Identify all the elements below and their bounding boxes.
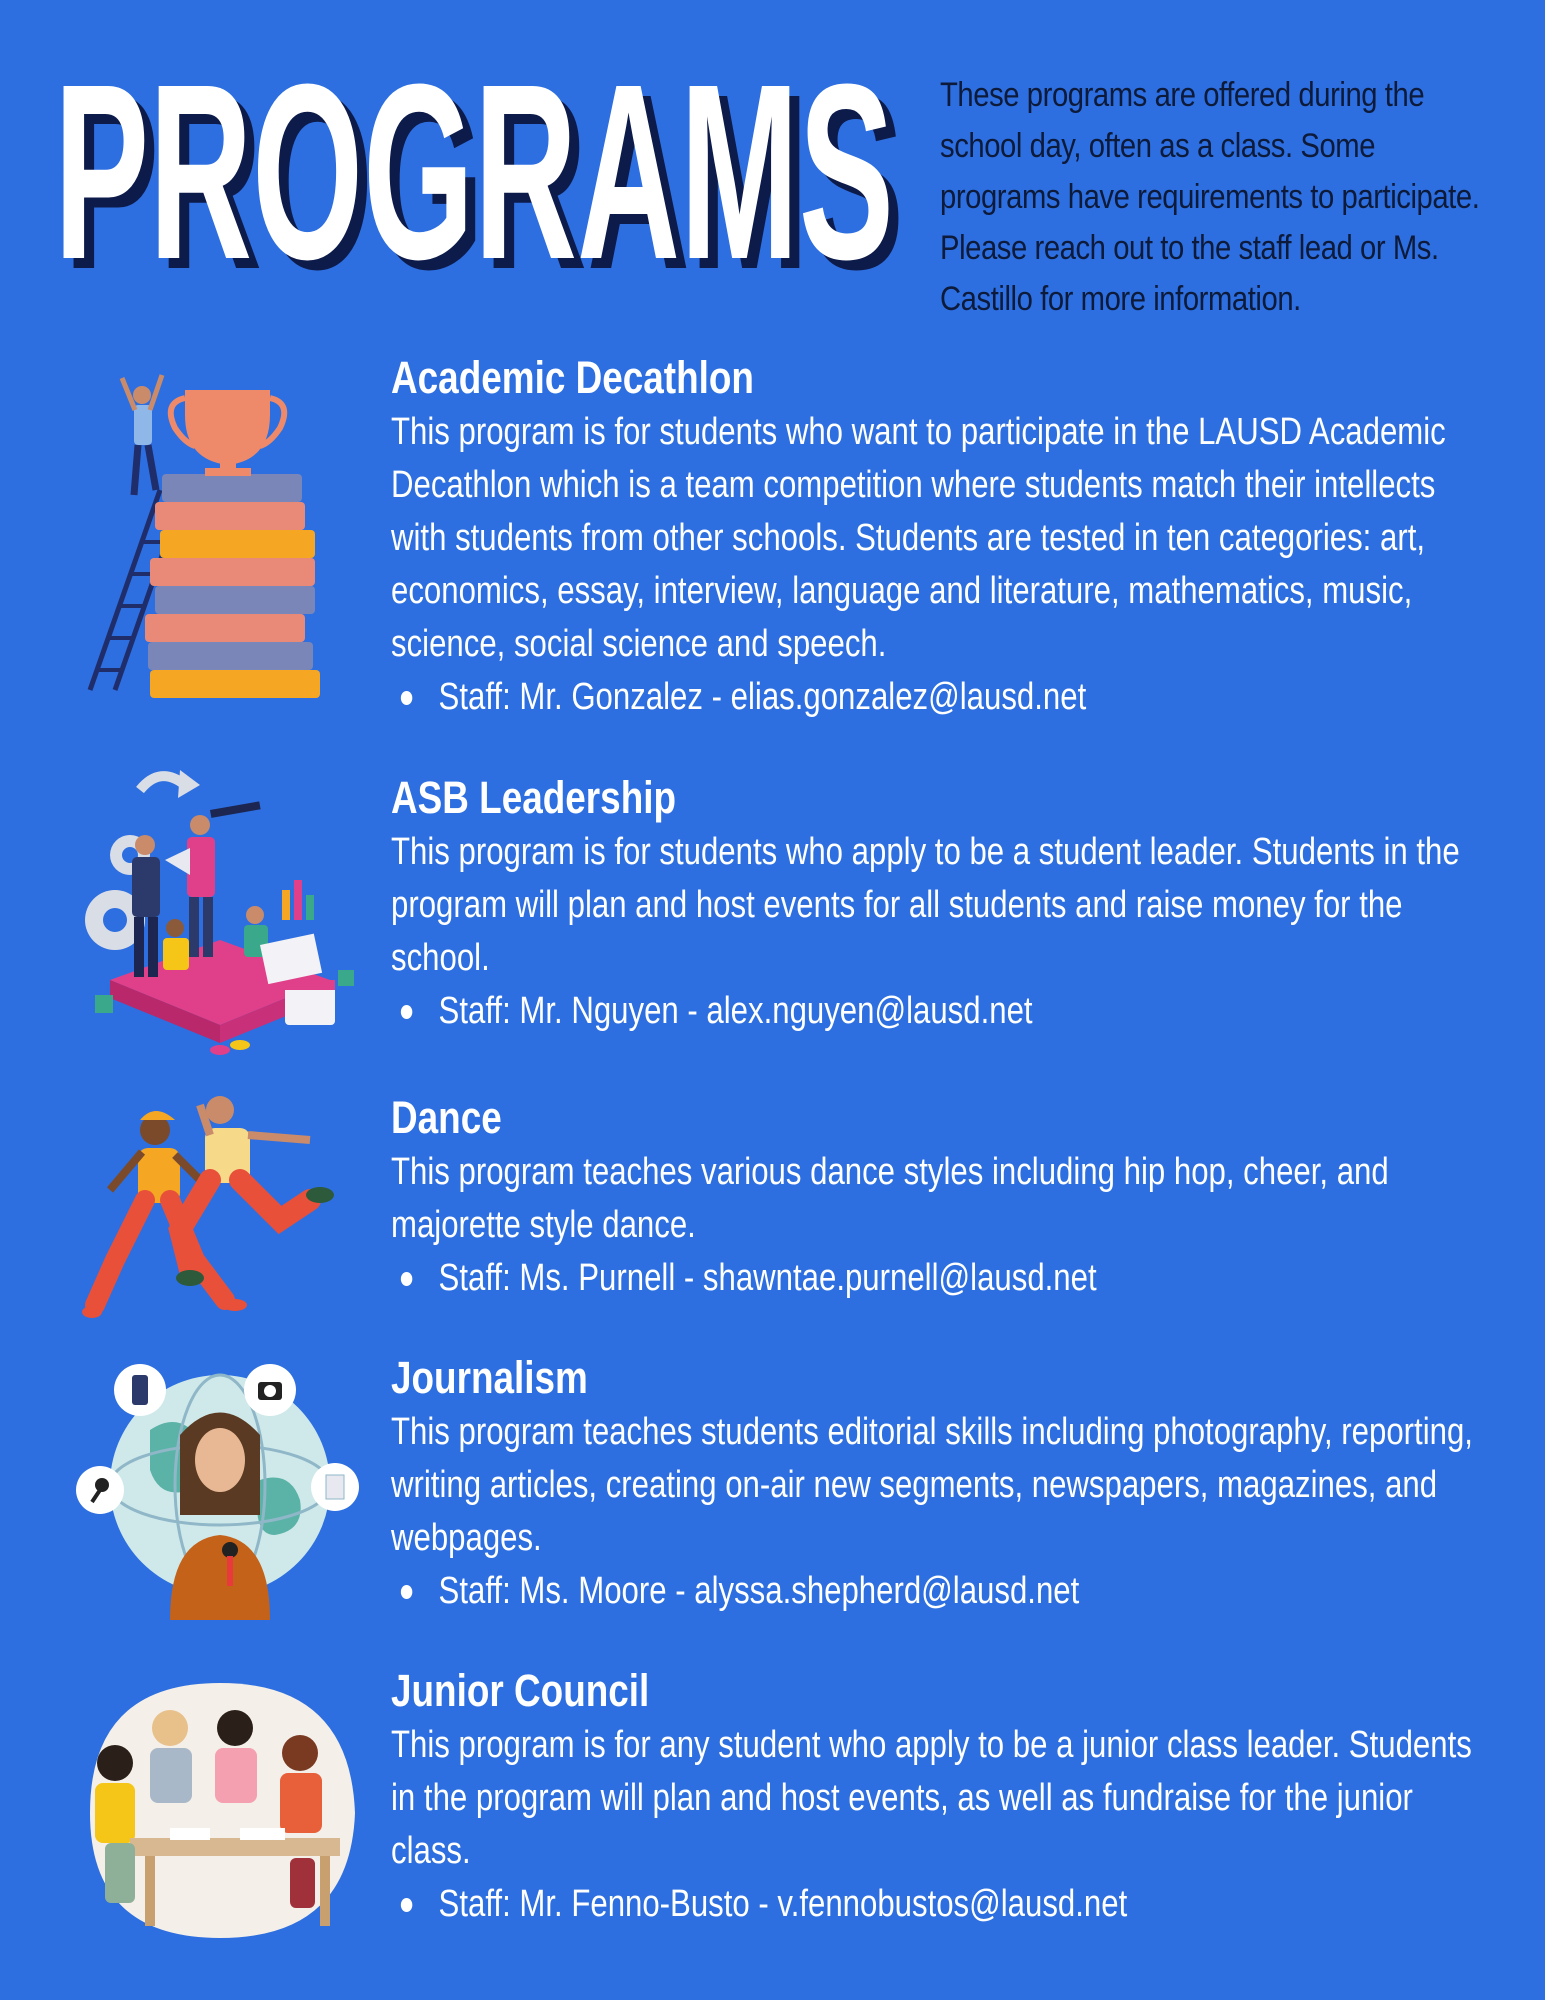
staff-item [439, 1878, 1490, 1931]
program-description: This program teaches students editorial skills including photography, reporting, writing articles, creating on-air new segments, newspapers, magazines, and webpages. [391, 1411, 1473, 1559]
leadership-team-icon [70, 750, 370, 1070]
program-title: Junior Council [391, 1665, 650, 1716]
staff-contact: Staff: Ms. Moore - alyssa.shepherd@lausd.net [438, 1570, 1080, 1612]
staff-item [439, 1252, 1490, 1305]
program-title: Journalism [391, 1352, 588, 1403]
program-description: This program teaches various dance styles including hip hop, cheer, and majorette style dance. [391, 1151, 1389, 1246]
program-content [391, 1350, 1491, 1618]
program-title: Dance [391, 1092, 502, 1143]
staff-list [391, 1565, 1490, 1618]
staff-item [439, 1565, 1490, 1618]
program-description: This program is for students who want to participate in the LAUSD Academic Decathlon which is a team competition where students match their intellects with students from other schools. Students are tested in ten categories: art, economics, essay, interview, language and literature, mathematics, music, science, social science and speech. [391, 411, 1446, 665]
bullet-icon [401, 1272, 412, 1286]
bullet-icon [401, 1898, 412, 1912]
reporter-globe-icon [70, 1360, 370, 1620]
staff-contact: Staff: Mr. Nguyen - alex.nguyen@lausd.net [438, 990, 1033, 1032]
program-description: This program is for students who apply to be a student leader. Students in the program will plan and host events for all students and raise money for the school. [391, 831, 1460, 979]
program-content [391, 770, 1491, 1038]
staff-list [391, 1878, 1490, 1931]
program-content [391, 350, 1491, 724]
page-title [50, 40, 930, 300]
program-description: This program is for any student who apply to be a junior class leader. Students in the program will plan and host events, as well as fundraise for the junior class. [391, 1724, 1472, 1872]
staff-list [391, 985, 1490, 1038]
bullet-icon [401, 1585, 412, 1599]
staff-contact: Staff: Mr. Gonzalez - elias.gonzalez@lausd.net [438, 676, 1087, 718]
dancers-icon [70, 1090, 370, 1340]
students-table-icon [70, 1663, 370, 1943]
bullet-icon [401, 1005, 412, 1019]
title-text: PROGRAMS [54, 40, 894, 300]
intro-text: These programs are offered during the school day, often as a class. Some programs have requirements to participate. Please reach out to the staff lead or Ms. Castillo for more information. [940, 76, 1480, 318]
title-shadow: PROGRAMS [64, 42, 904, 300]
staff-list [391, 1252, 1490, 1305]
program-content [391, 1663, 1491, 1931]
staff-contact: Staff: Ms. Purnell - shawntae.purnell@lausd.net [438, 1257, 1097, 1299]
trophy-books-icon [70, 360, 370, 700]
staff-item [439, 985, 1490, 1038]
program-title: ASB Leadership [391, 772, 677, 823]
staff-item [439, 671, 1490, 724]
staff-list [391, 671, 1490, 724]
program-title: Academic Decathlon [391, 352, 754, 403]
bullet-icon [401, 691, 412, 705]
staff-contact: Staff: Mr. Fenno-Busto - v.fennobustos@lausd.net [438, 1883, 1128, 1925]
program-content [391, 1090, 1491, 1305]
